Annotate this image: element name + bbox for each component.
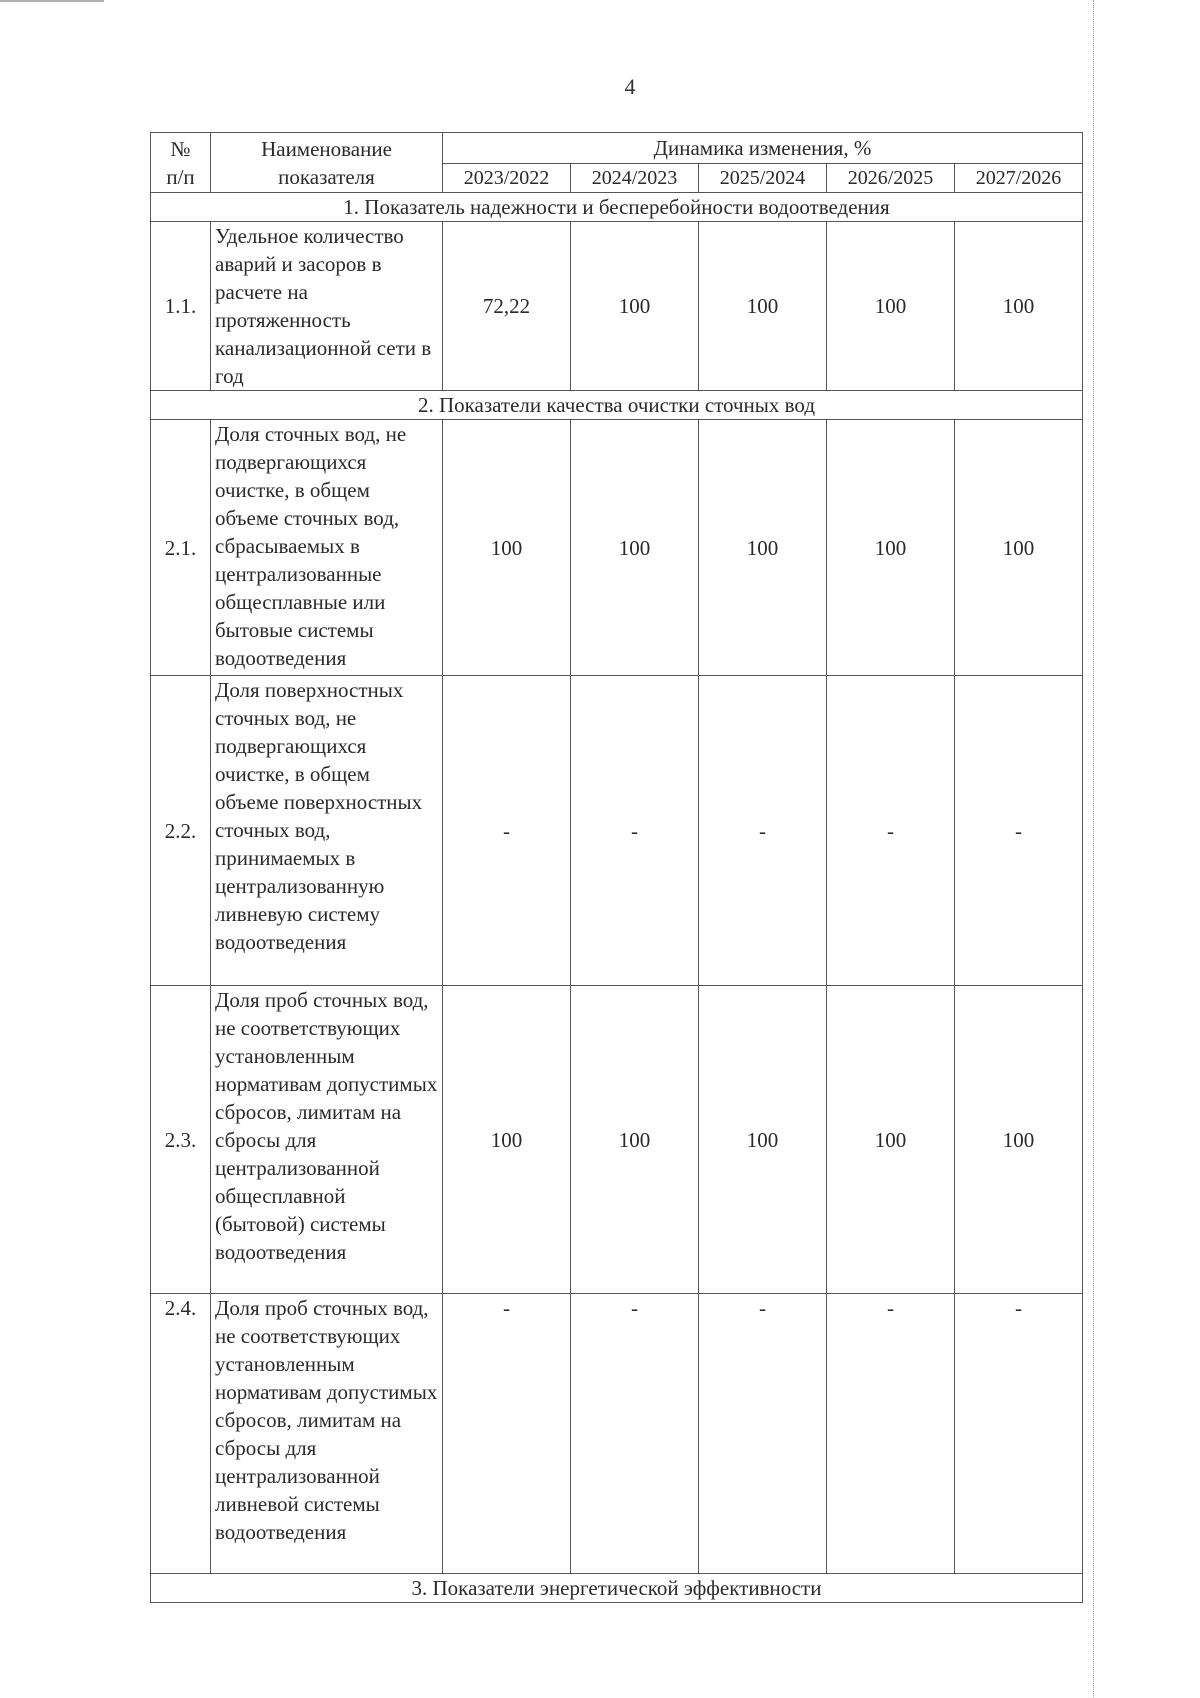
value-cell: 100 [955,420,1083,676]
value-cell: 100 [443,420,571,676]
scan-margin-line [1093,0,1094,1698]
value-cell: 100 [443,986,571,1294]
value-cell: - [955,676,1083,986]
page-number: 4 [624,74,636,99]
indicator-name: Доля сточных вод, не подвергающихся очистке, в общем объеме сточных вод, сбрасываемых в централизованные общесплавные или бытовые системы водоотведения [211,420,443,676]
value-cell: - [699,676,827,986]
row-number: 2.1. [151,420,211,676]
table-row [151,1294,1083,1574]
value-cell: 100 [571,222,699,391]
value-cell: - [699,1294,827,1574]
row-number: 2.3. [151,986,211,1294]
value-cell: 100 [571,420,699,676]
value-cell: 72,22 [443,222,571,391]
value-cell: - [827,1294,955,1574]
value-cell: - [827,676,955,986]
table-row [151,420,1083,676]
table-row [151,676,1083,986]
header-num: № п/п [151,133,211,193]
value-cell: 100 [827,420,955,676]
section-title: 3. Показатели энергетической эффективности [151,1574,1083,1603]
value-cell: - [443,676,571,986]
section-title: 2. Показатели качества очистки сточных вод [151,391,1083,420]
value-cell: - [571,1294,699,1574]
value-cell: - [571,676,699,986]
indicator-name: Доля поверхностных сточных вод, не подвергающихся очистке, в общем объеме поверхностных сточных вод, принимаемых в централизованную ливневую систему водоотведения [211,676,443,986]
value-cell: 100 [955,986,1083,1294]
value-cell: 100 [699,222,827,391]
header-year: 2025/2024 [699,164,827,193]
header-row-1 [151,133,1083,164]
table-row [151,986,1083,1294]
value-cell: 100 [955,222,1083,391]
value-cell: - [955,1294,1083,1574]
table-row [151,222,1083,391]
value-cell: 100 [699,420,827,676]
indicators-table [150,132,1083,1603]
scan-corner-mark [0,0,104,2]
header-year: 2026/2025 [827,164,955,193]
value-cell: 100 [571,986,699,1294]
indicator-name: Удельное количество аварий и засоров в расчете на протяженность канализационной сети в год [211,222,443,391]
section-header-row [151,193,1083,222]
section-header-row [151,391,1083,420]
value-cell: - [443,1294,571,1574]
value-cell: 100 [827,986,955,1294]
indicator-name: Доля проб сточных вод, не соответствующих установленным нормативам допустимых сбросов, лимитам на сбросы для централизованной общесплавной (бытовой) системы водоотведения [211,986,443,1294]
value-cell: 100 [699,986,827,1294]
row-number: 2.2. [151,676,211,986]
indicator-name: Доля проб сточных вод, не соответствующих установленным нормативам допустимых сбросов, лимитам на сбросы для централизованной ливневой системы водоотведения [211,1294,443,1574]
header-indicator-name: Наименование показателя [211,133,443,193]
header-year: 2024/2023 [571,164,699,193]
row-number: 1.1. [151,222,211,391]
value-cell: 100 [827,222,955,391]
header-dynamics: Динамика изменения, % [443,133,1083,164]
row-number: 2.4. [151,1294,211,1574]
header-year: 2027/2026 [955,164,1083,193]
section-title: 1. Показатель надежности и бесперебойности водоотведения [151,193,1083,222]
section-header-row [151,1574,1083,1603]
header-year: 2023/2022 [443,164,571,193]
